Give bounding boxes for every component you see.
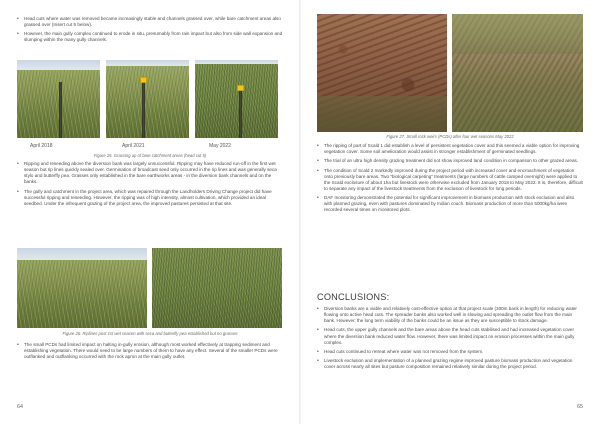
photo-riplines-left xyxy=(17,248,147,328)
bullet-item: • The ripping of part of Scald 1 did establish a level of persistent vegetation cover and this seemed a viable option for improving vegetation cover. Some soil amelioration would assist in stronger establishment of germinated seedlings. xyxy=(317,143,583,155)
photo-rock-weirs-right xyxy=(452,14,583,132)
page-number-left: 64 xyxy=(17,404,23,410)
photo-april-2018 xyxy=(17,60,100,138)
left-bottom-bullets xyxy=(17,342,283,363)
figure-27-caption: Figure 27. Small rock weirs (PCDs) after four wet seasons May 2022 xyxy=(386,134,514,139)
left-top-bullets xyxy=(17,16,283,47)
photo-may-2022 xyxy=(195,60,278,138)
photo-date-label: April 2018 xyxy=(30,143,53,149)
bullet-item: • The gully and catchment in the project area, which was repaired through the Landholders Driving Change project did have successful ripping and reseeding. However, the ripping was of high intensity, almost cultivation, which provided an ideal seedbed. Under the infrequent grazing of the project area, the improved pastures persisted at that site. xyxy=(17,189,283,207)
bullet-item: • DAF monitoring demonstrated the potential for significant improvement in biomass production with stock exclusion and also with planned grazing, even with pastures dominated by Indian couch. Biomass production of more than 5000kg/ha were recorded several times on monitored plots. xyxy=(317,195,583,213)
bullet-item: • Ripping and reseeding above the diversion bank was largely unsuccessful. Ripping may have reduced run-off in the first wet season but rip lines quickly sealed over. Germination of broadcast seed only occurred in the rip lines and was generally seca stylo and butterfly pea. Grasses only established in the bare earthworks areas - in the diversion bank channels and on the banks. xyxy=(17,161,283,185)
conclusion-bullets xyxy=(317,306,583,374)
photo-rock-weirs-left xyxy=(317,14,447,132)
figure-25-caption: Figure 25. Grassing up of bare catchment areas (head cut 5) xyxy=(93,153,207,158)
photo-april-2021 xyxy=(106,60,189,138)
bullet-item: • The small PCDs had limited impact on halting in-gully erosion, although most worked effectively at trapping sediment and establishing vegetation. There would need to be large numbers of them to have any effect. Several of the smaller PCDs were outflanked and outflanking occurred with the rock apron at the main gully outlet. xyxy=(17,342,283,360)
photo-riplines-right xyxy=(152,248,282,328)
page-number-right: 65 xyxy=(577,404,583,410)
conclusions-heading: CONCLUSIONS: xyxy=(317,292,390,302)
bullet-item: • Head cuts, the upper gully channels and the bare areas above the head cuts stabilised and had increased vegetation cover where the diversion bank reduced water flow. However, there was limited impact on erosion processes within the main gully complex. xyxy=(317,327,583,345)
bullet-item: • Head cuts continued to retreat where water was not removed from the system. xyxy=(317,349,583,355)
bullet-item: • Head cuts where water was removed became increasingly stable and channels grassed over, while bare catchment areas also grassed over (Insert cut 5 below). xyxy=(17,16,283,28)
photo-date-label: April 2021 xyxy=(122,143,145,149)
bullet-item: • Livestock exclusion and implementation of a planned grazing regime improved pasture biomass production and vegetation cover across nearly all sites but pasture composition remained relatively similar during the project period. xyxy=(317,358,583,370)
bullet-item: • The trial of an ultra high density grazing treatment did not show improved land condition in comparison to other grazed areas. xyxy=(317,158,583,164)
figure-26-caption: Figure 26. Riplines post 1st wet season with seca and butterfly pea established but no grasses xyxy=(62,331,238,336)
bullet-item: • However, the main gully complex continued to erode in situ, presumably from rain impact but also from side wall expansion and slumping within the many gully channels. xyxy=(17,31,283,43)
right-top-bullets xyxy=(317,143,583,217)
bullet-item: • The condition of Scald 2 markedly improved during the project period with increased cover and encroachment of vegetation onto previously bare areas. Two "biological carpeting" treatments (large numbers of cattle camped overnight) were applied to the Scald exclosure of about 1ha but livestock were otherwise excluded from January 2018 to May 2022. It is, therefore, difficult to separate any impact of the livestock treatments from the exclusion of livestock for long periods. xyxy=(317,168,583,192)
right-page xyxy=(300,0,600,424)
photo-date-label: May 2022 xyxy=(209,143,231,149)
bullet-item: • Diversion banks are a viable and relatively cost-effective option at that project scale (300m bank in length) for reducing water flowing onto active head cuts. The spreader banks also worked well in slowing and spreading the outlet flow from the main bank. However, the long term viability of the banks could be an issue as they are susceptible to stock damage. xyxy=(317,306,583,324)
left-middle-bullets xyxy=(17,161,283,210)
